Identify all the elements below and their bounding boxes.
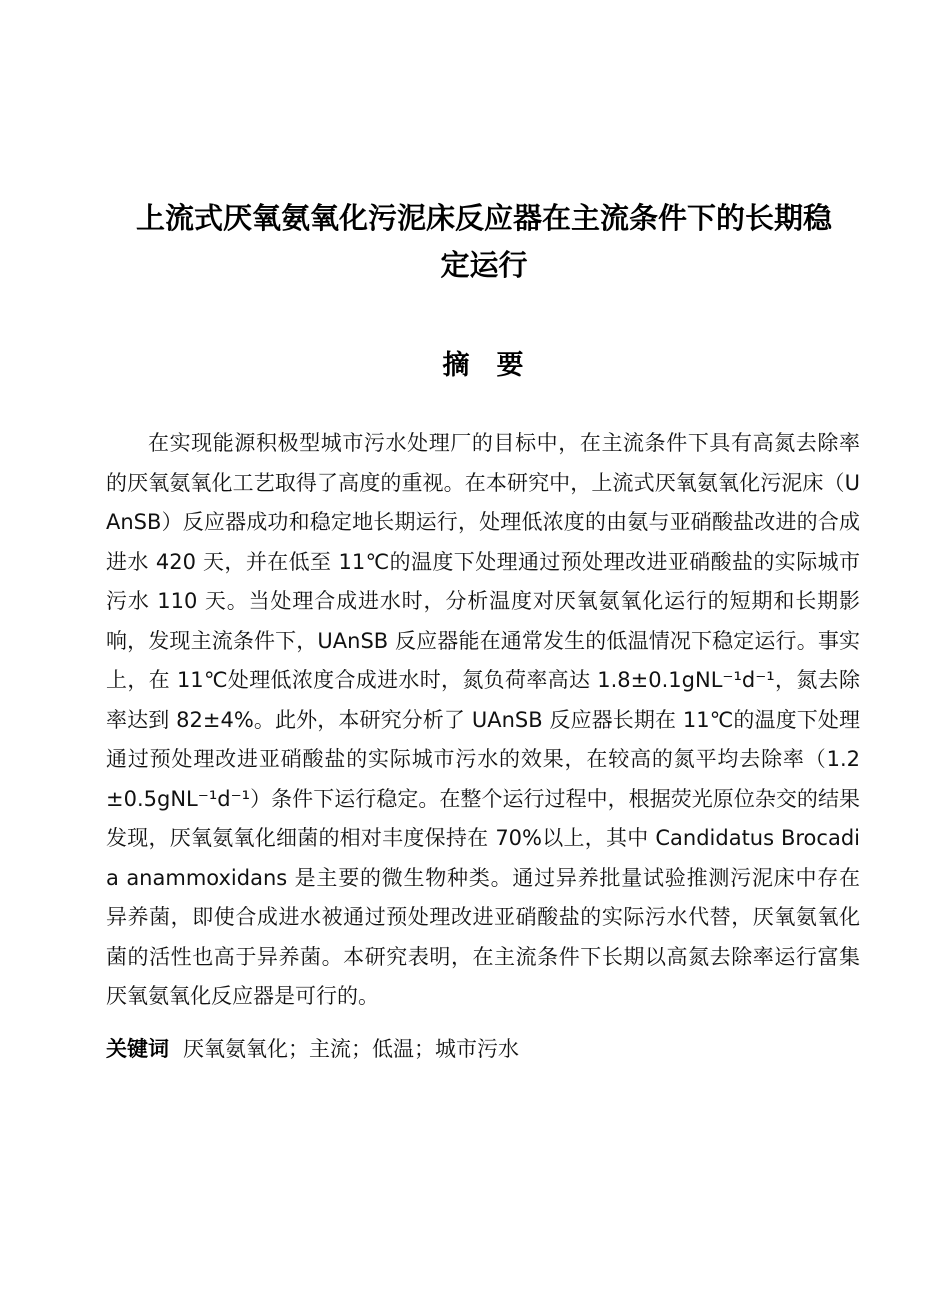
keywords-line	[106, 1033, 860, 1065]
abstract-heading: 摘 要	[442, 350, 524, 381]
keywords-text: 厌氧氨氧化；主流；低温；城市污水	[183, 1037, 519, 1061]
abstract-paragraph: 在实现能源积极型城市污水处理厂的目标中，在主流条件下具有高氮去除率的厌氧氨氧化工艺取得了高度的重视。在本研究中，上流式厌氧氨氧化污泥床（UAnSB）反应器成功和稳定地长期运行，处理低浓度的由氨与亚硝酸盐改进的合成进水 420 天，并在低至 11℃的温度下处理通过预处理改进亚硝酸盐的实际城市污水 110 天。当处理合成进水时，分析温度对厌氧氨氧化运行的短期和长期影响，发现主流条件下，UAnSB 反应器能在通常发生的低温情况下稳定运行。事实上，在 11℃处理低浓度合成进水时，氮负荷率高达 1.8±0.1gNL⁻¹d⁻¹，氮去除率达到 82±4%。此外，本研究分析了 UAnSB 反应器长期在 11℃的温度下处理通过预处理改进亚硝酸盐的实际城市污水的效果，在较高的氮平均去除率（1.2±0.5gNL⁻¹d⁻¹）条件下运行稳定。在整个运行过程中，根据荧光原位杂交的结果发现，厌氧氨氧化细菌的相对丰度保持在 70%以上，其中 Candidatus Brocadia anammoxidans 是主要的微生物种类。通过异养批量试验推测污泥床中存在异养菌，即使合成进水被通过预处理改进亚硝酸盐的实际污水代替，厌氧氨氧化菌的活性也高于异养菌。本研究表明，在主流条件下长期以高氮去除率运行富集厌氧氨氧化反应器是可行的。	[106, 431, 860, 1008]
keywords-label: 关键词	[106, 1037, 169, 1061]
paper-title: 上流式厌氧氨氧化污泥床反应器在主流条件下的长期稳定运行	[135, 201, 832, 282]
